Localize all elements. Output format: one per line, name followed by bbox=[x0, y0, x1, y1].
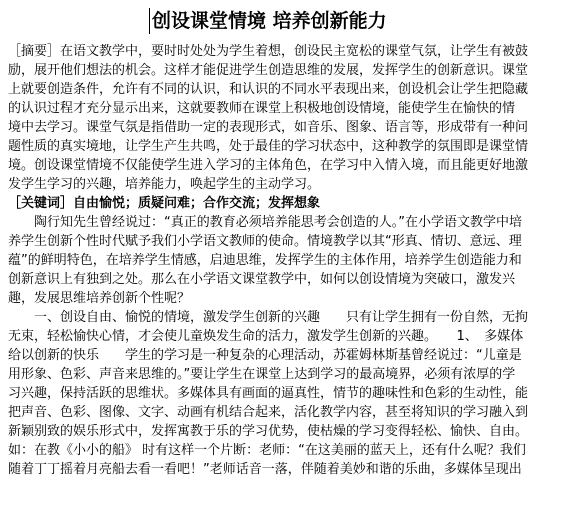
abstract-line: 发学生学习的兴趣，培养能力，唤起学生的主动学习。 bbox=[8, 177, 321, 192]
abstract-line: 上就要创造条件，允许有不同的认识，和认识的不同水平表现出来，创设机会让学生把隐藏 bbox=[8, 82, 529, 97]
abstract-line: 境中去学习。课堂气氛是指借助一定的表现形式，如音乐、图象、语言等，形成带有一种问 bbox=[8, 120, 529, 135]
section-line: 习兴趣，保持活跃的思维状。多媒体具有画面的逼真性，情节的趣味性和色彩的生动性，能 bbox=[8, 386, 529, 401]
document-title: 创设课堂情境 培养创新能力 bbox=[152, 10, 387, 32]
intro-line: 养学生创新个性时代赋予我们小学语文教师的使命。情境教学以其“形真、情切、意远、理 bbox=[8, 234, 522, 249]
intro-line: 陶行知先生曾经说过：“真正的教育必须培养能思考会创造的人。”在小学语文教学中培 bbox=[8, 215, 522, 230]
section-line: 一、创设自由、愉悦的情境，激发学生创新的兴趣 只有让学生拥有一份自然，无拘 bbox=[8, 310, 529, 325]
section-line: 把声音、色彩、图像、文字、动画有机结合起来，活化教学内容，甚至将知识的学习融入到 bbox=[8, 405, 529, 420]
section-line: 用形象、色彩、声音来思维的。”要让学生在课堂上达到学习的最高境界，必须有浓厚的学 bbox=[8, 367, 516, 382]
abstract-line: ［摘要］在语文教学中，要时时处处为学生着想，创设民主宽松的课堂气氛，让学生有被鼓 bbox=[8, 44, 529, 59]
section-line: 随着丁丁摇着月亮船去看一看吧！”老师话音一落，伴随着美妙和谐的乐曲，多媒体呈现出 bbox=[8, 462, 522, 477]
section-line: 无束，轻松愉快心情，才会使儿童焕发生命的活力，激发学生创新的兴趣。 1、 多媒体 bbox=[8, 329, 524, 344]
section-line: 给以创新的快乐 学生的学习是一种复杂的心理活动，苏霍姆林斯基曾经说过：“儿童是 bbox=[8, 348, 522, 363]
section-line: 如：在教《小小的船》 时有这样一个片断：老师：“在这美丽的蓝天上，还有什么呢？我们 bbox=[8, 443, 526, 458]
intro-line: 创新意识上有独到之处。那么在小学语文课堂教学中，如何以创设情境为突破口，激发兴 bbox=[8, 272, 516, 287]
intro-line: 蕴”的鲜明特色，在培养学生情感，启迪思维，发挥学生的主体作用，培养学生创造能力和 bbox=[8, 253, 522, 268]
document-body bbox=[8, 42, 562, 479]
abstract-line: 励，展开他们想法的机会。这样才能促进学生创造思维的发展，发挥学生的创新意识。课堂 bbox=[8, 63, 529, 78]
keywords-line: ［关键词］自由愉悦；质疑问难；合作交流；发挥想象 bbox=[8, 196, 321, 211]
intro-line: 趣，发展思维培养创新个性呢？ bbox=[8, 291, 191, 306]
section-line: 新颖别致的娱乐形式中，发挥寓教于乐的学习优势，使枯燥的学习变得轻松、愉快、自由。 bbox=[8, 424, 529, 439]
abstract-line: 题性质的真实境地，让学生产生共鸣，处于最佳的学习状态中，这种教学的氛围即是课堂情 bbox=[8, 139, 529, 154]
abstract-line: 的认识过程才充分显示出来，这就要教师在课堂上积极地创设情境，能使学生在愉快的情 bbox=[8, 101, 516, 116]
abstract-line: 境。创设课堂情境不仅能使学生进入学习的主体角色，在学习中入情入境，而且能更好地激 bbox=[8, 158, 529, 173]
